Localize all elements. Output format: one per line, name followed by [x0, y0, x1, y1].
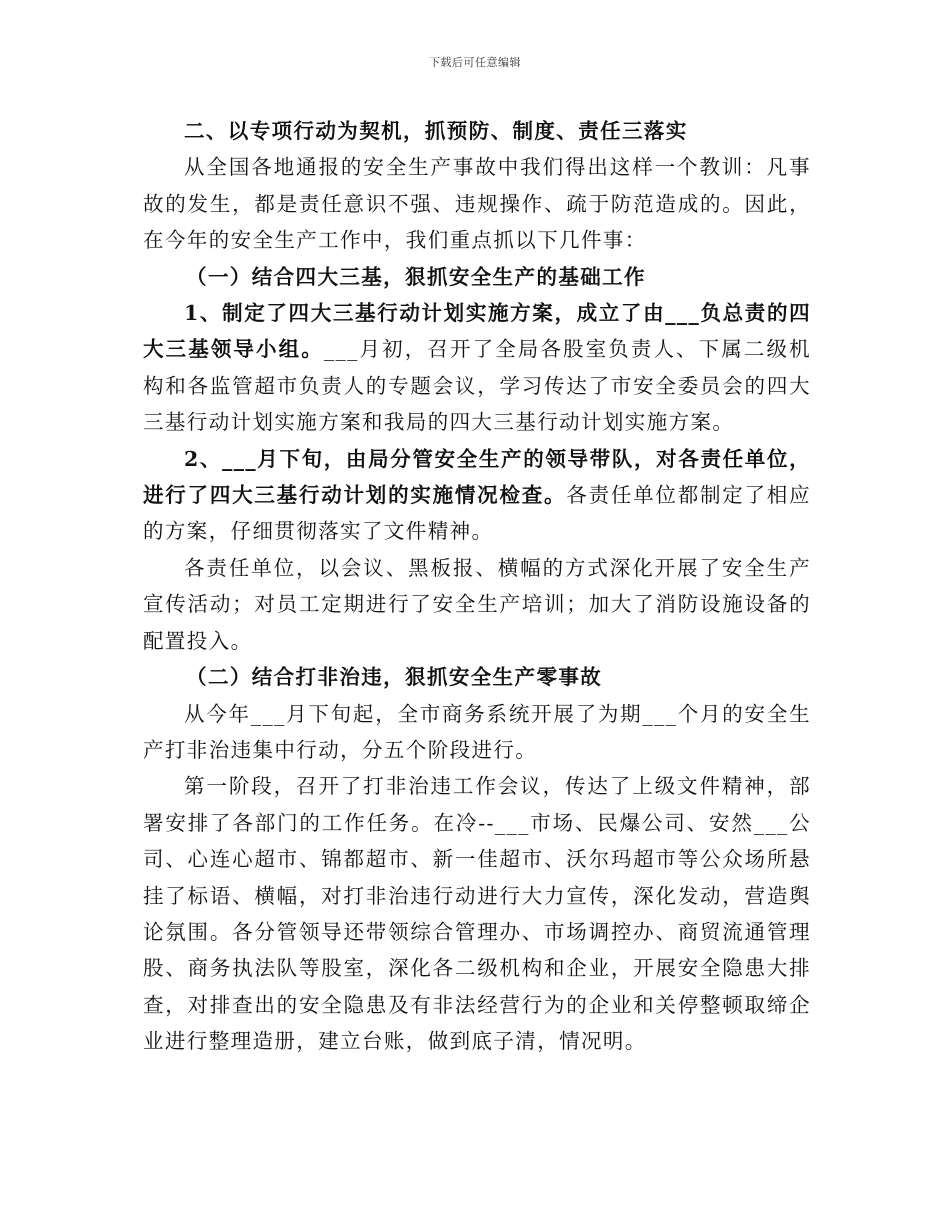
item-1-paragraph — [143, 295, 811, 441]
page-header-note: 下载后可任意编辑 — [429, 56, 521, 69]
stage-1-paragraph: 第一阶段，召开了打非治违工作会议，传达了上级文件精神，部署安排了各部门的工作任务。在冷--___市场、民爆公司、安然___公司、心连心超市、锦都超市、新一佳超市、沃尔玛超市等公众场所悬挂了标语、横幅，对打非治违行动进行大力宣传，深化发动，营造舆论氛围。各分管领导还带领综合管理办、市场调控办、商贸流通管理股、商务执法队等股室，深化各二级机构和企业，开展安全隐患大排查，对排查出的安全隐患及有非法经营行为的企业和关停整顿取缔企业进行整理造册，建立台账，做到底子清，情况明。 — [143, 774, 811, 1054]
units-paragraph: 各责任单位，以会议、黑板报、横幅的方式深化开展了安全生产宣传活动；对员工定期进行了安全生产培训；加大了消防设施设备的配置投入。 — [143, 555, 811, 653]
item-2-bold-lead: 2、___月下旬，由局分管安全生产的领导带队，对各责任单位，进行了四大三基行动计划的实施情况检查。 — [143, 446, 811, 508]
item-1-bold-lead: 1、制定了四大三基行动计划实施方案，成立了由___负总责的四大三基领导小组。 — [143, 301, 811, 362]
subsection-heading-1: （一）结合四大三基，狠抓安全生产的基础工作 — [186, 264, 646, 289]
item-2-text: 各责任单位都制定了相应的方案，仔细贯彻落实了文件精神。 — [143, 483, 811, 544]
item-2-paragraph — [143, 441, 811, 550]
intro-paragraph: 从全国各地通报的安全生产事故中我们得出这样一个教训：凡事故的发生，都是责任意识不强、违规操作、疏于防范造成的。因此，在今年的安全生产工作中，我们重点抓以下几件事： — [143, 155, 811, 253]
section-heading: 二、以专项行动为契机，抓预防、制度、责任三落实 — [184, 119, 688, 143]
item-1-text: ___月初，召开了全局各股室负责人、下属二级机构和各监管超市负责人的专题会议，学习传达了市安全委员会的四大三基行动计划实施方案和我局的四大三基行动计划实施方案。 — [143, 337, 811, 435]
document-body — [143, 113, 811, 1060]
campaign-paragraph: 从今年___月下旬起，全市商务系统开展了为期___个月的安全生产打非治违集中行动，分五个阶段进行。 — [143, 701, 811, 762]
subsection-heading-2: （二）结合打非治违，狠抓安全生产零事故 — [186, 665, 603, 690]
